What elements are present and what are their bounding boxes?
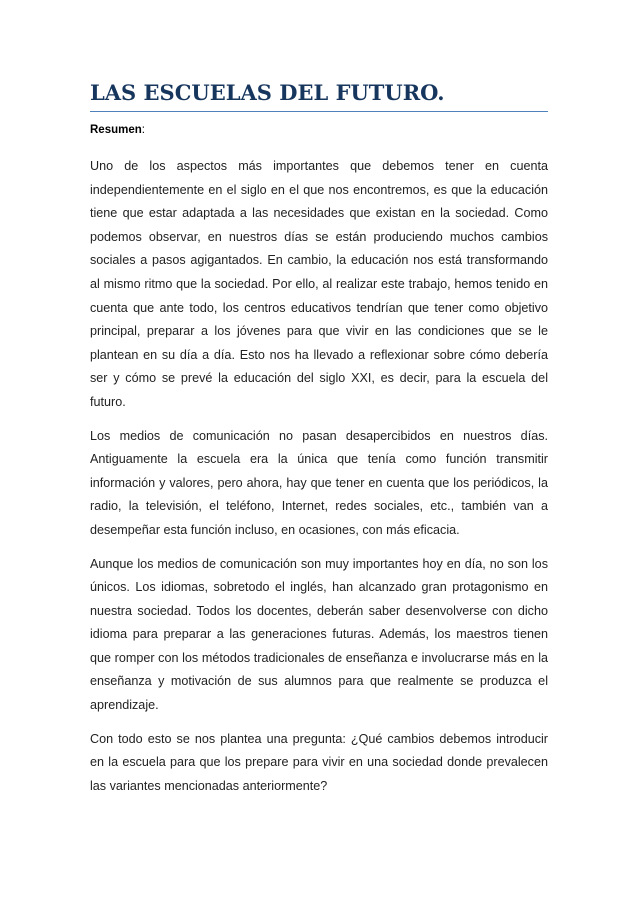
paragraph-4: Con todo esto se nos plantea una pregunta: ¿Qué cambios debemos introducir en la escuela para que los prepare para vivir en una sociedad donde prevalecen las variantes mencionadas anteriormente? xyxy=(90,731,548,793)
document-title: LAS ESCUELAS DEL FUTURO. xyxy=(90,78,548,112)
paragraph-2: Los medios de comunicación no pasan desapercibidos en nuestros días. Antiguamente la escuela era la única que tenía como función transmitir información y valores, pero ahora, hay que tener en cuenta que los periódicos, la radio, la televisión, el teléfono, Internet, redes sociales, etc., también van a desempeñar esta función incluso, en ocasiones, con más eficacia. xyxy=(90,428,548,537)
summary-label: Resumen xyxy=(90,124,142,136)
paragraph-1: Uno de los aspectos más importantes que debemos tener en cuenta independientemente en el siglo en el que nos encontremos, es que la educación tiene que estar adaptada a las necesidades que existan en la sociedad. Como podemos observar, en nuestros días se están produciendo muchos cambios sociales a pasos agigantados. En cambio, la educación nos está transformando al mismo ritmo que la sociedad. Por ello, al realizar este trabajo, hemos tenido en cuenta que ante todo, los centros educativos tendrían que tener como objetivo principal, preparar a los jóvenes para que vivir en las condiciones que se le plantean en su día a día. Esto nos ha llevado a reflexionar sobre cómo debería ser y cómo se prevé la educación del siglo XXI, es decir, para la escuela del futuro. xyxy=(90,159,548,409)
summary-colon: : xyxy=(141,124,145,136)
paragraph-3: Aunque los medios de comunicación son muy importantes hoy en día, no son los únicos. Los idiomas, sobretodo el inglés, han alcanzado gran protagonismo en nuestra sociedad. Todos los docentes, deberán saber desenvolverse con dicho idioma para preparar a las generaciones futuras. Además, los maestros tienen que romper con los métodos tradicionales de enseñanza e involucrarse más en la enseñanza y motivación de sus alumnos para que realmente se produzca el aprendizaje. xyxy=(90,556,548,713)
summary-heading xyxy=(90,122,548,138)
document-page xyxy=(90,78,548,808)
